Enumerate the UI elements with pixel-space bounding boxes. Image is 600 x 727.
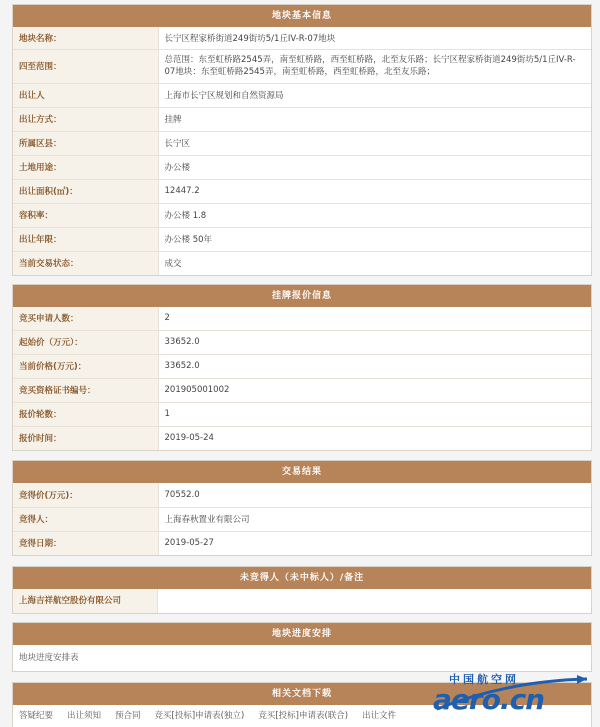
- start-price-value: 33652.0: [158, 330, 591, 354]
- method-value: 挂牌: [158, 107, 591, 131]
- progress-schedule-link[interactable]: 地块进度安排表: [19, 653, 79, 663]
- seller-value: 上海市长宁区规划和自然资源局: [158, 83, 591, 107]
- winning-price-value: 70552.0: [158, 483, 591, 507]
- winning-date-value: 2019-05-27: [164, 538, 214, 549]
- listing-price-table: [13, 307, 591, 450]
- seller-key: 出让人: [13, 83, 158, 107]
- term-value: 办公楼 50年: [158, 227, 591, 251]
- watermark-cn-text: 中国航空网: [449, 673, 519, 686]
- watermark-en-text: aero.cn: [433, 683, 545, 716]
- current-price-key: 当前价格(万元)：: [13, 354, 158, 378]
- boundaries-key: 四至范围：: [13, 49, 158, 83]
- basic-info-section: [12, 4, 592, 276]
- basic-info-table: [13, 27, 591, 275]
- status-key: 当前交易状态：: [13, 251, 158, 275]
- bid-time-value: 2019-05-24: [164, 433, 214, 444]
- progress-section: [12, 622, 592, 672]
- plot-name-value: 长宁区程家桥街道249街坊5/1丘IV-R-07地块: [158, 27, 591, 49]
- result-header: 交易结果: [13, 461, 591, 483]
- winner-value: 上海春秋置业有限公司: [158, 507, 591, 531]
- boundaries-value: 总范围：东至虹桥路2545弄，南至虹桥路，西至虹桥路，北至友乐路；长宁区程家桥街道249街坊5/1丘IV-R-07地块：东至虹桥路2545弄，南至虹桥路，西至虹桥路，北至友乐路；: [158, 49, 591, 83]
- land-use-value: 办公楼: [158, 155, 591, 179]
- start-price-key: 起始价（万元）：: [13, 330, 158, 354]
- non-winner-value: 上海吉祥航空股份有限公司: [13, 589, 158, 613]
- bid-rounds-key: 报价轮数：: [13, 402, 158, 426]
- district-key: 所属区县：: [13, 131, 158, 155]
- bid-time-key: 报价时间：: [13, 426, 158, 450]
- winning-date-key: 竞得日期：: [13, 531, 158, 555]
- listing-price-section: [12, 284, 592, 451]
- doc-link-application-joint[interactable]: 竞买[投标]申请表(联合): [258, 711, 349, 721]
- plot-name-key: 地块名称：: [13, 27, 158, 49]
- district-value: 长宁区: [158, 131, 591, 155]
- bid-rounds-value: 1: [158, 402, 591, 426]
- doc-link-transfer-file[interactable]: 出让文件: [362, 711, 397, 721]
- status-value: 成交: [164, 259, 182, 270]
- term-key: 出让年限：: [13, 227, 158, 251]
- winner-key: 竞得人：: [13, 507, 158, 531]
- applicants-key: 竞买申请人数：: [13, 307, 158, 330]
- progress-header: 地块进度安排: [13, 623, 591, 645]
- doc-link-notice[interactable]: 出让须知: [67, 711, 102, 721]
- result-section: [12, 460, 592, 556]
- doc-link-pre-contract[interactable]: 预合同: [115, 711, 141, 721]
- aero-cn-watermark: [427, 671, 592, 721]
- plot-ratio-value: 办公楼 1.8: [158, 203, 591, 227]
- non-winner-section: [12, 566, 592, 614]
- land-use-key: 土地用途：: [13, 155, 158, 179]
- area-key: 出让面积(㎡)：: [13, 179, 158, 203]
- certificate-key: 竞买资格证书编号：: [13, 378, 158, 402]
- plot-ratio-key: 容积率：: [13, 203, 158, 227]
- current-price-value: 33652.0: [158, 354, 591, 378]
- result-table: [13, 483, 591, 555]
- area-value: 12447.2: [158, 179, 591, 203]
- applicants-value: 2: [158, 307, 591, 330]
- method-key: 出让方式：: [13, 107, 158, 131]
- winning-price-key: 竞得价(万元)：: [13, 483, 158, 507]
- listing-price-header: 挂牌报价信息: [13, 285, 591, 307]
- doc-link-qa-minutes[interactable]: 答疑纪要: [19, 711, 54, 721]
- certificate-value: 201905001002: [158, 378, 591, 402]
- doc-link-application-independent[interactable]: 竞买[投标]申请表(独立): [154, 711, 245, 721]
- documents-header: 相关文档下载: [13, 683, 591, 705]
- basic-info-header: 地块基本信息: [13, 5, 591, 27]
- non-winner-header: 未竞得人（未中标人）/备注: [13, 567, 591, 589]
